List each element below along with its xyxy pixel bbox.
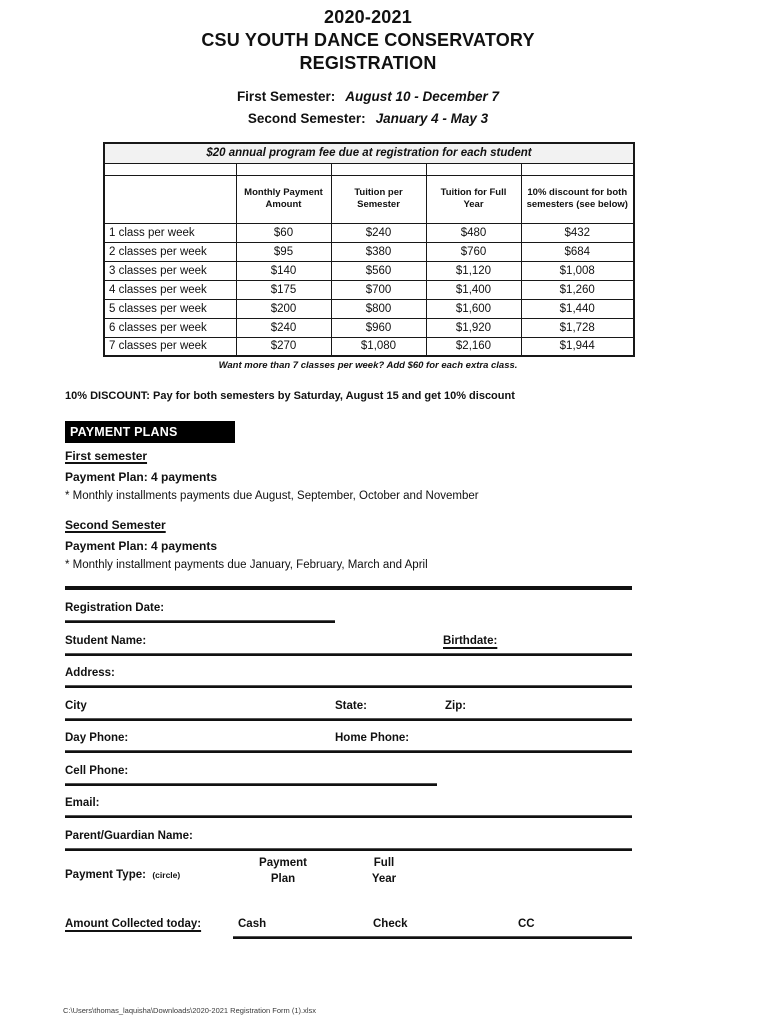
pricing-cell: $560	[331, 261, 426, 280]
pricing-cell: $95	[236, 242, 331, 261]
email-label: Email:	[65, 797, 100, 809]
pricing-cell: $240	[331, 223, 426, 242]
col-header-fullyear: Tuition for Full Year	[426, 175, 521, 223]
row-label-cell: 5 classes per week	[104, 299, 236, 318]
pricing-cell: $800	[331, 299, 426, 318]
second-semester-plan-note: * Monthly installment payments due January, February, March and April	[65, 559, 428, 571]
full-year-option[interactable]	[361, 855, 407, 887]
payment-type-label: Payment Type: (circle)	[65, 869, 181, 881]
pricing-cell: $380	[331, 242, 426, 261]
table-row	[104, 280, 634, 299]
cell-phone-label: Cell Phone:	[65, 764, 129, 777]
payment-type-row	[65, 850, 632, 910]
zip-label: Zip:	[445, 699, 467, 712]
email-row	[65, 785, 632, 818]
document-header	[103, 6, 633, 130]
payment-plan-option-line1: Payment	[259, 857, 307, 869]
pricing-cell: $60	[236, 223, 331, 242]
extra-class-footnote: Want more than 7 classes per week? Add $60 for each extra class.	[218, 360, 518, 371]
birthdate-label: Birthdate:	[443, 634, 498, 647]
circle-hint: (circle)	[152, 870, 181, 880]
corner-cell	[104, 175, 236, 223]
tuition-pricing-table	[103, 142, 635, 357]
pricing-cell: $480	[426, 223, 521, 242]
spacer-row	[104, 163, 634, 175]
pricing-cell: $1,920	[426, 318, 521, 337]
page-title-registration: REGISTRATION	[299, 53, 437, 73]
pricing-cell: $684	[521, 242, 634, 261]
pricing-cell: $1,944	[521, 337, 634, 356]
pricing-cell: $760	[426, 242, 521, 261]
second-semester-dates: January 4 - May 3	[375, 111, 489, 126]
cash-option[interactable]: Cash	[238, 918, 267, 930]
city-label: City	[65, 699, 87, 712]
row-label-cell: 6 classes per week	[104, 318, 236, 337]
address-label: Address:	[65, 667, 115, 679]
full-year-option-line2: Year	[371, 873, 397, 885]
pricing-cell: $1,728	[521, 318, 634, 337]
row-label-cell: 4 classes per week	[104, 280, 236, 299]
first-semester-plan: Payment Plan: 4 payments	[65, 470, 218, 484]
pricing-cell: $1,600	[426, 299, 521, 318]
first-semester-dates-line	[103, 86, 633, 108]
file-path-footer: C:\Users\thomas_laquisha\Downloads\2020-2021 Registration Form (1).xlsx	[63, 1006, 317, 1015]
second-semester-section-title: Second Semester	[65, 518, 166, 532]
registration-form-page	[65, 6, 632, 950]
cell-phone-row	[65, 753, 632, 786]
table-row	[104, 242, 634, 261]
table-row	[104, 318, 634, 337]
row-label-cell: 3 classes per week	[104, 261, 236, 280]
pricing-cell: $1,080	[331, 337, 426, 356]
pricing-cell: $1,440	[521, 299, 634, 318]
day-phone-label: Day Phone:	[65, 732, 129, 744]
pricing-cell: $432	[521, 223, 634, 242]
second-semester-label: Second Semester:	[247, 111, 366, 126]
pricing-cell: $960	[331, 318, 426, 337]
state-label: State:	[335, 699, 367, 712]
amount-collected-row	[65, 910, 632, 950]
student-name-row	[65, 623, 632, 656]
check-option[interactable]: Check	[373, 918, 408, 930]
home-phone-label: Home Phone:	[335, 732, 410, 744]
second-semester-dates-line	[103, 108, 633, 130]
pricing-cell: $1,260	[521, 280, 634, 299]
payment-plan-option[interactable]	[248, 855, 318, 887]
pricing-cell: $700	[331, 280, 426, 299]
amount-collected-field[interactable]	[233, 936, 632, 939]
row-label-cell: 2 classes per week	[104, 242, 236, 261]
payment-plans-heading: PAYMENT PLANS	[65, 421, 235, 443]
table-row	[104, 223, 634, 242]
first-semester-section-title: First semester	[65, 449, 148, 463]
col-header-monthly: Monthly Payment Amount	[236, 175, 331, 223]
pricing-cell: $1,008	[521, 261, 634, 280]
payment-plan-option-line2: Plan	[270, 873, 296, 885]
page-title-year: 2020-2021	[324, 7, 412, 27]
col-header-discount: 10% discount for both semesters (see below)	[521, 175, 634, 223]
row-label-cell: 1 class per week	[104, 223, 236, 242]
phones-row	[65, 720, 632, 753]
amount-collected-label: Amount Collected today:	[65, 918, 202, 930]
pricing-cell: $1,120	[426, 261, 521, 280]
pricing-cell: $200	[236, 299, 331, 318]
col-header-semester: Tuition per Semester	[331, 175, 426, 223]
parent-guardian-label: Parent/Guardian Name:	[65, 829, 193, 842]
parent-guardian-row	[65, 818, 632, 851]
address-row	[65, 655, 632, 688]
discount-note: 10% DISCOUNT: Pay for both semesters by Saturday, August 15 and get 10% discount	[65, 390, 515, 402]
second-semester-plan: Payment Plan: 4 payments	[65, 539, 218, 553]
pricing-cell: $1,400	[426, 280, 521, 299]
table-row	[104, 299, 634, 318]
student-name-label: Student Name:	[65, 634, 147, 647]
column-header-row	[104, 175, 634, 223]
program-fee-banner: $20 annual program fee due at registration for each student	[104, 143, 634, 163]
pricing-cell: $240	[236, 318, 331, 337]
full-year-option-line1: Full	[373, 857, 395, 869]
cc-option[interactable]: CC	[518, 918, 535, 930]
pricing-cell: $2,160	[426, 337, 521, 356]
program-fee-banner-row	[104, 143, 634, 163]
city-state-zip-row	[65, 688, 632, 721]
first-semester-plan-note: * Monthly installments payments due August, September, October and November	[65, 490, 479, 502]
page-title-org: CSU YOUTH DANCE CONSERVATORY	[201, 30, 535, 50]
registration-date-label: Registration Date:	[65, 602, 165, 614]
first-semester-dates: August 10 - December 7	[345, 89, 500, 104]
registration-date-row	[65, 590, 632, 623]
pricing-cell: $270	[236, 337, 331, 356]
table-row	[104, 261, 634, 280]
table-row	[104, 337, 634, 356]
pricing-cell: $175	[236, 280, 331, 299]
row-label-cell: 7 classes per week	[104, 337, 236, 356]
pricing-cell: $140	[236, 261, 331, 280]
first-semester-label: First Semester:	[236, 89, 336, 104]
